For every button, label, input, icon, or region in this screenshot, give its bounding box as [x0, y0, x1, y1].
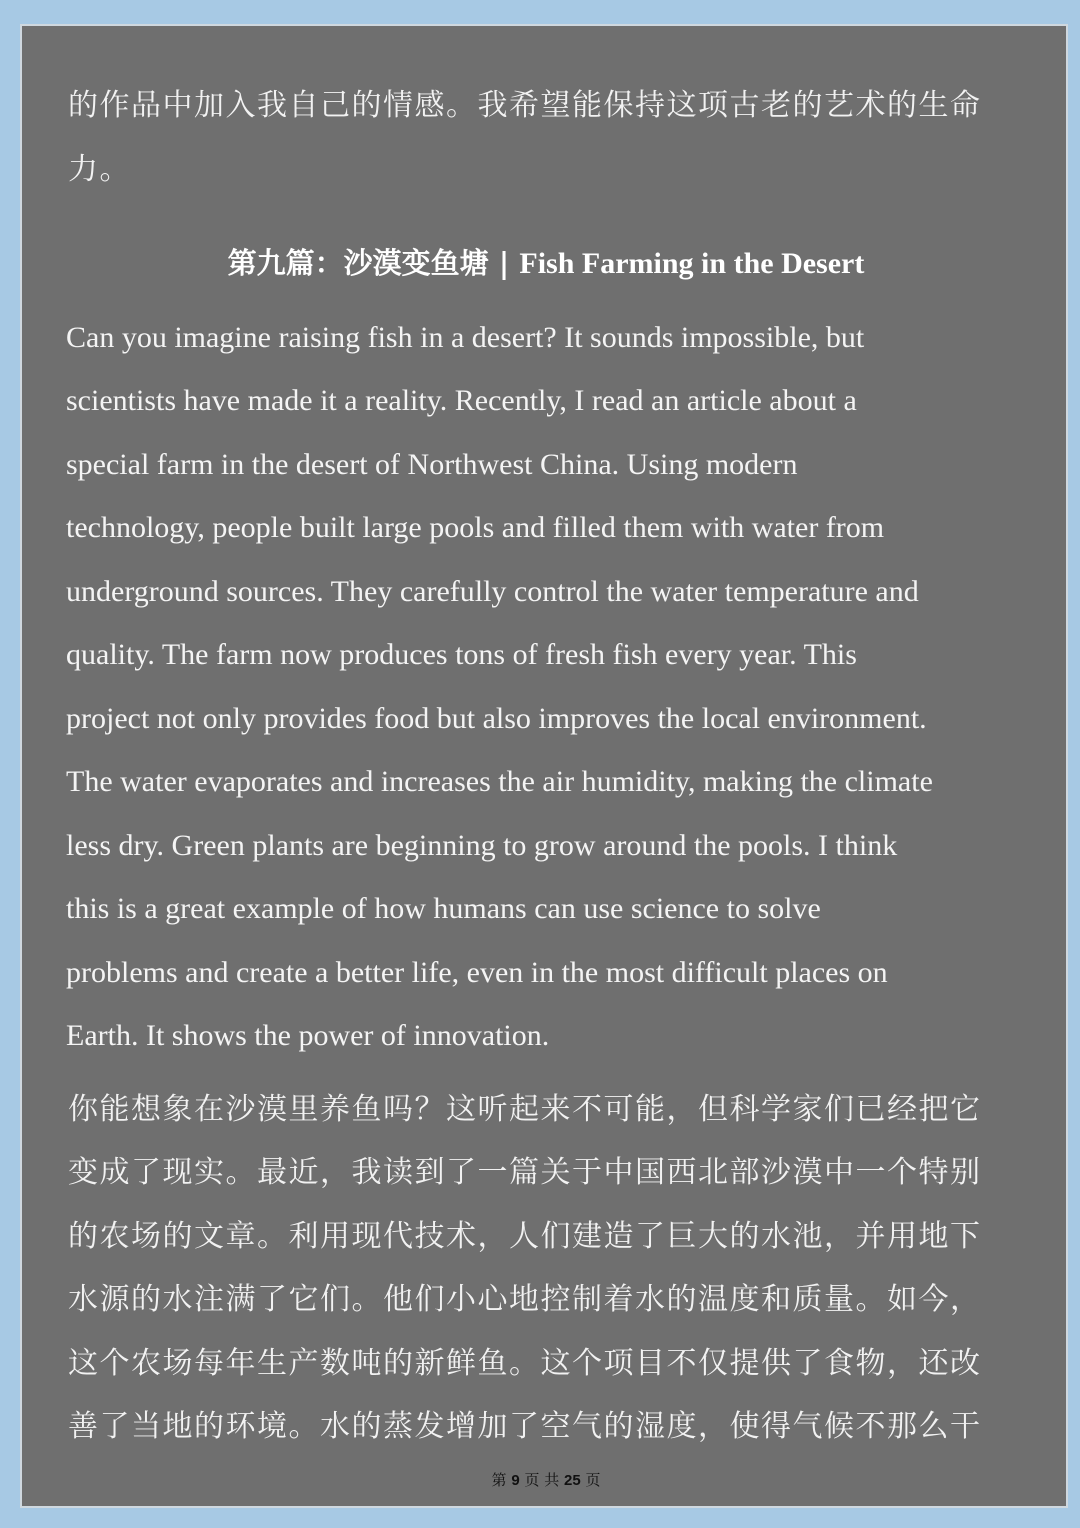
chinese-line-6: 善了当地的环境。水的蒸发增加了空气的湿度，使得气候不那么干	[68, 1409, 982, 1444]
chinese-line-1: 你能想象在沙漠里养鱼吗？这听起来不可能，但科学家们已经把它	[68, 1092, 982, 1127]
english-line-8: The water evaporates and increases the air humidity, making the climate	[66, 765, 933, 798]
footer-prefix: 第	[491, 1471, 507, 1489]
english-line-12: Earth. It shows the power of innovation.	[66, 1019, 550, 1052]
section-title-en: Fish Farming in the Desert	[519, 247, 865, 280]
chinese-line-5: 这个农场每年生产数吨的新鲜鱼。这个项目不仅提供了食物，还改	[68, 1346, 982, 1381]
footer-total-pages: 25	[564, 1472, 581, 1489]
footer-middle: 页 共	[524, 1471, 560, 1489]
footer-page-number: 9	[511, 1472, 520, 1489]
intro-line-1: 的作品中加入我自己的情感。我希望能保持这项古老的艺术的生命	[68, 88, 982, 123]
english-line-4: technology, people built large pools and filled them with water from	[66, 511, 885, 544]
section-title-cn: 第九篇：沙漠变鱼塘 |	[227, 246, 520, 280]
page-footer	[22, 1470, 1070, 1491]
footer-suffix: 页	[585, 1471, 601, 1489]
english-line-1: Can you imagine raising fish in a desert? It sounds impossible, but	[66, 321, 865, 354]
english-line-6: quality. The farm now produces tons of fresh fish every year. This	[66, 638, 857, 671]
english-line-10: this is a great example of how humans can use science to solve	[66, 892, 821, 925]
english-line-3: special farm in the desert of Northwest China. Using modern	[66, 448, 798, 481]
intro-line-2: 力。	[68, 152, 131, 187]
section-title	[22, 243, 1070, 284]
chinese-line-3: 的农场的文章。利用现代技术，人们建造了巨大的水池，并用地下	[68, 1219, 982, 1254]
document-page	[20, 24, 1068, 1508]
english-line-9: less dry. Green plants are beginning to grow around the pools. I think	[66, 829, 898, 862]
english-line-5: underground sources. They carefully control the water temperature and	[66, 575, 919, 608]
chinese-line-2: 变成了现实。最近，我读到了一篇关于中国西北部沙漠中一个特别	[68, 1155, 982, 1190]
english-line-11: problems and create a better life, even in the most difficult places on	[66, 956, 888, 989]
english-line-7: project not only provides food but also improves the local environment.	[66, 702, 927, 735]
english-line-2: scientists have made it a reality. Recently, I read an article about a	[66, 384, 857, 417]
chinese-line-4: 水源的水注满了它们。他们小心地控制着水的温度和质量。如今，	[68, 1282, 982, 1317]
